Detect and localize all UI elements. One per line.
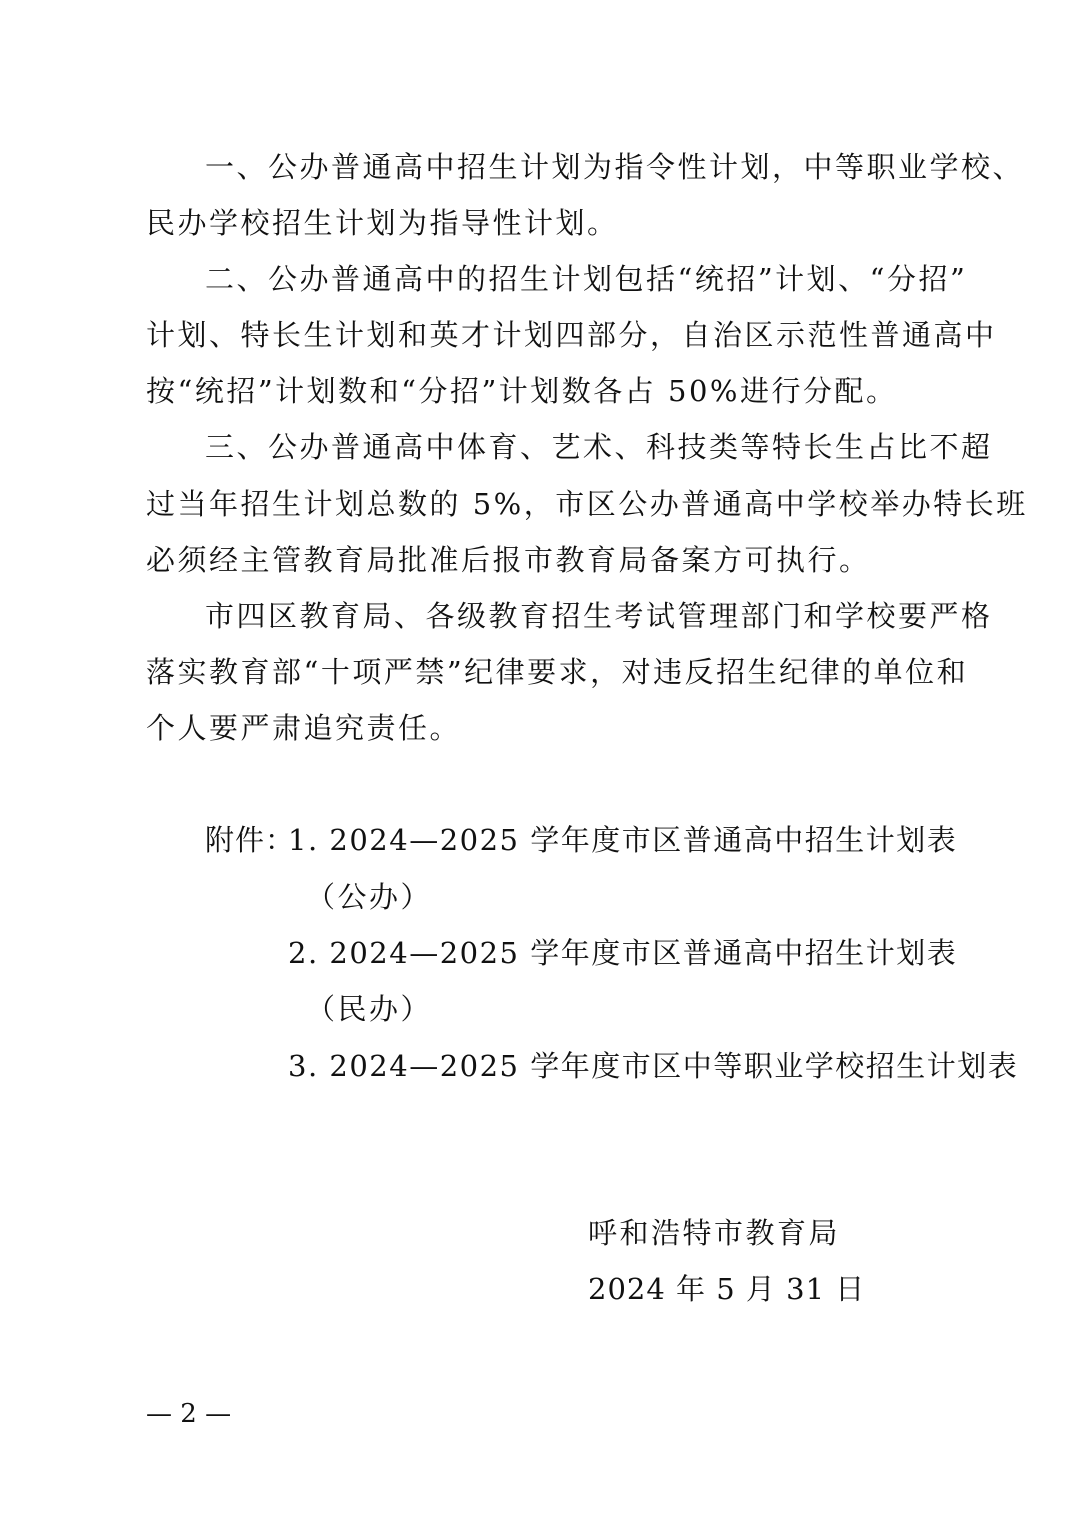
- paragraph-line: 落实教育部“十项严禁”纪律要求，对违反招生纪律的单位和: [146, 655, 969, 689]
- paragraph-line: 必须经主管教育局批准后报市教育局备案方可执行。: [146, 543, 871, 577]
- paragraph-line: 计划、特长生计划和英才计划四部分，自治区示范性普通高中: [146, 318, 997, 352]
- paragraph-line: 三、公办普通高中体育、艺术、科技类等特长生占比不超: [205, 430, 993, 464]
- page-number: — 2 —: [146, 1399, 232, 1429]
- attachments-label: 附件：: [205, 823, 296, 857]
- issue-date: 2024 年 5 月 31 日: [588, 1272, 866, 1306]
- paragraph-line: 二、公办普通高中的招生计划包括“统招”计划、“分招”: [205, 262, 968, 296]
- attachment-item-1: 1. 2024—2025 学年度市区普通高中招生计划表: [288, 823, 958, 857]
- attachment-item-1-note: （公办）: [306, 880, 433, 914]
- paragraph-line: 按“统招”计划数和“分招”计划数各占 50%进行分配。: [146, 374, 898, 408]
- paragraph-line: 民办学校招生计划为指导性计划。: [146, 206, 619, 240]
- issuing-organization: 呼和浩特市教育局: [588, 1216, 841, 1250]
- paragraph-line: 过当年招生计划总数的 5%，市区公办普通高中学校举办特长班: [146, 487, 1028, 521]
- paragraph-line: 市四区教育局、各级教育招生考试管理部门和学校要严格: [205, 599, 993, 633]
- attachment-item-2-note: （民办）: [306, 992, 433, 1026]
- attachment-item-2: 2. 2024—2025 学年度市区普通高中招生计划表: [288, 936, 958, 970]
- paragraph-line: 一、公办普通高中招生计划为指令性计划，中等职业学校、: [205, 150, 1025, 184]
- attachment-item-3: 3. 2024—2025 学年度市区中等职业学校招生计划表: [288, 1049, 1019, 1083]
- paragraph-line: 个人要严肃追究责任。: [146, 711, 462, 745]
